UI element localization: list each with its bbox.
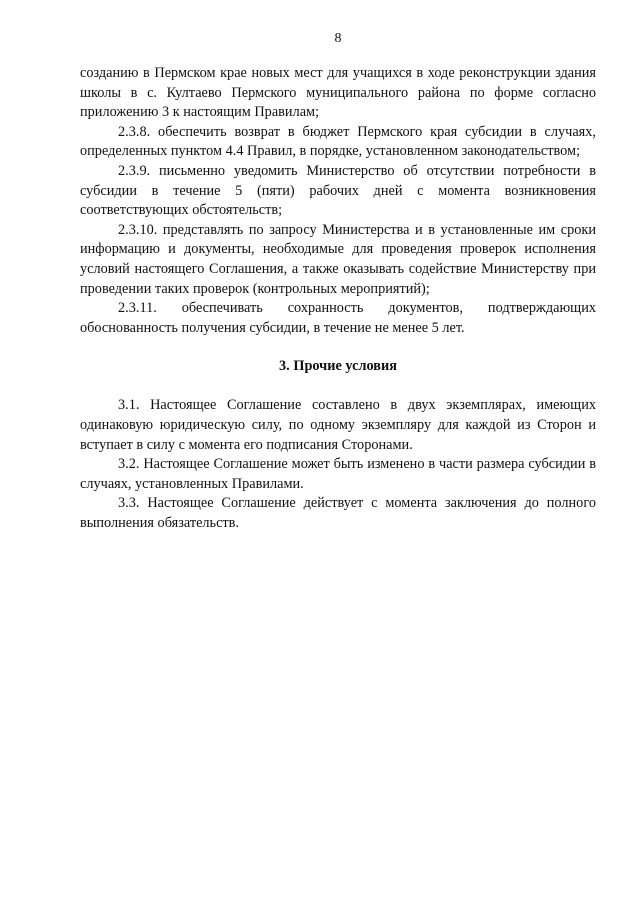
page-number: 8 (334, 31, 342, 46)
paragraph-3-1: 3.1. Настоящее Соглашение составлено в двух экземплярах, имеющих одинаковую юридическую силу, по одному экземпляру для каждой из Сторон и вступает в силу с момента его подписания Сторонами. (80, 397, 596, 453)
paragraph-3-3: 3.3. Настоящее Соглашение действует с момента заключения до полного выполнения обязательств. (80, 495, 596, 531)
paragraph-3-2: 3.2. Настоящее Соглашение может быть изменено в части размера субсидии в случаях, установленных Правилами. (80, 456, 596, 492)
section-heading: 3. Прочие условия (279, 358, 397, 375)
paragraph-2-3-8: 2.3.8. обеспечить возврат в бюджет Пермского края субсидии в случаях, определенных пунктом 4.4 Правил, в порядке, установленном законодательством; (80, 123, 596, 160)
paragraph-2-3-10: 2.3.10. представлять по запросу Министерства и в установленные им сроки информацию и документы, необходимые для проведения проверок исполнения условий настоящего Соглашения, а также оказывать содействие Министерству при проведении таких проверок (контрольных мероприятий); (80, 221, 596, 297)
paragraph-2-3-9: 2.3.9. письменно уведомить Министерство об отсутствии потребности в субсидии в течение 5 (пяти) рабочих дней с момента возникновения соответствующих обстоятельств; (80, 162, 596, 219)
document-body (80, 64, 596, 533)
paragraph-continuation: созданию в Пермском крае новых мест для учащихся в ходе реконструкции здания школы в с. Култаево Пермского муниципального района по форме согласно приложению 3 к настоящим Правилам; (80, 65, 596, 121)
paragraph-2-3-11: 2.3.11. обеспечивать сохранность документов, подтверждающих обоснованность получения субсидии, в течение не менее 5 лет. (80, 300, 596, 336)
